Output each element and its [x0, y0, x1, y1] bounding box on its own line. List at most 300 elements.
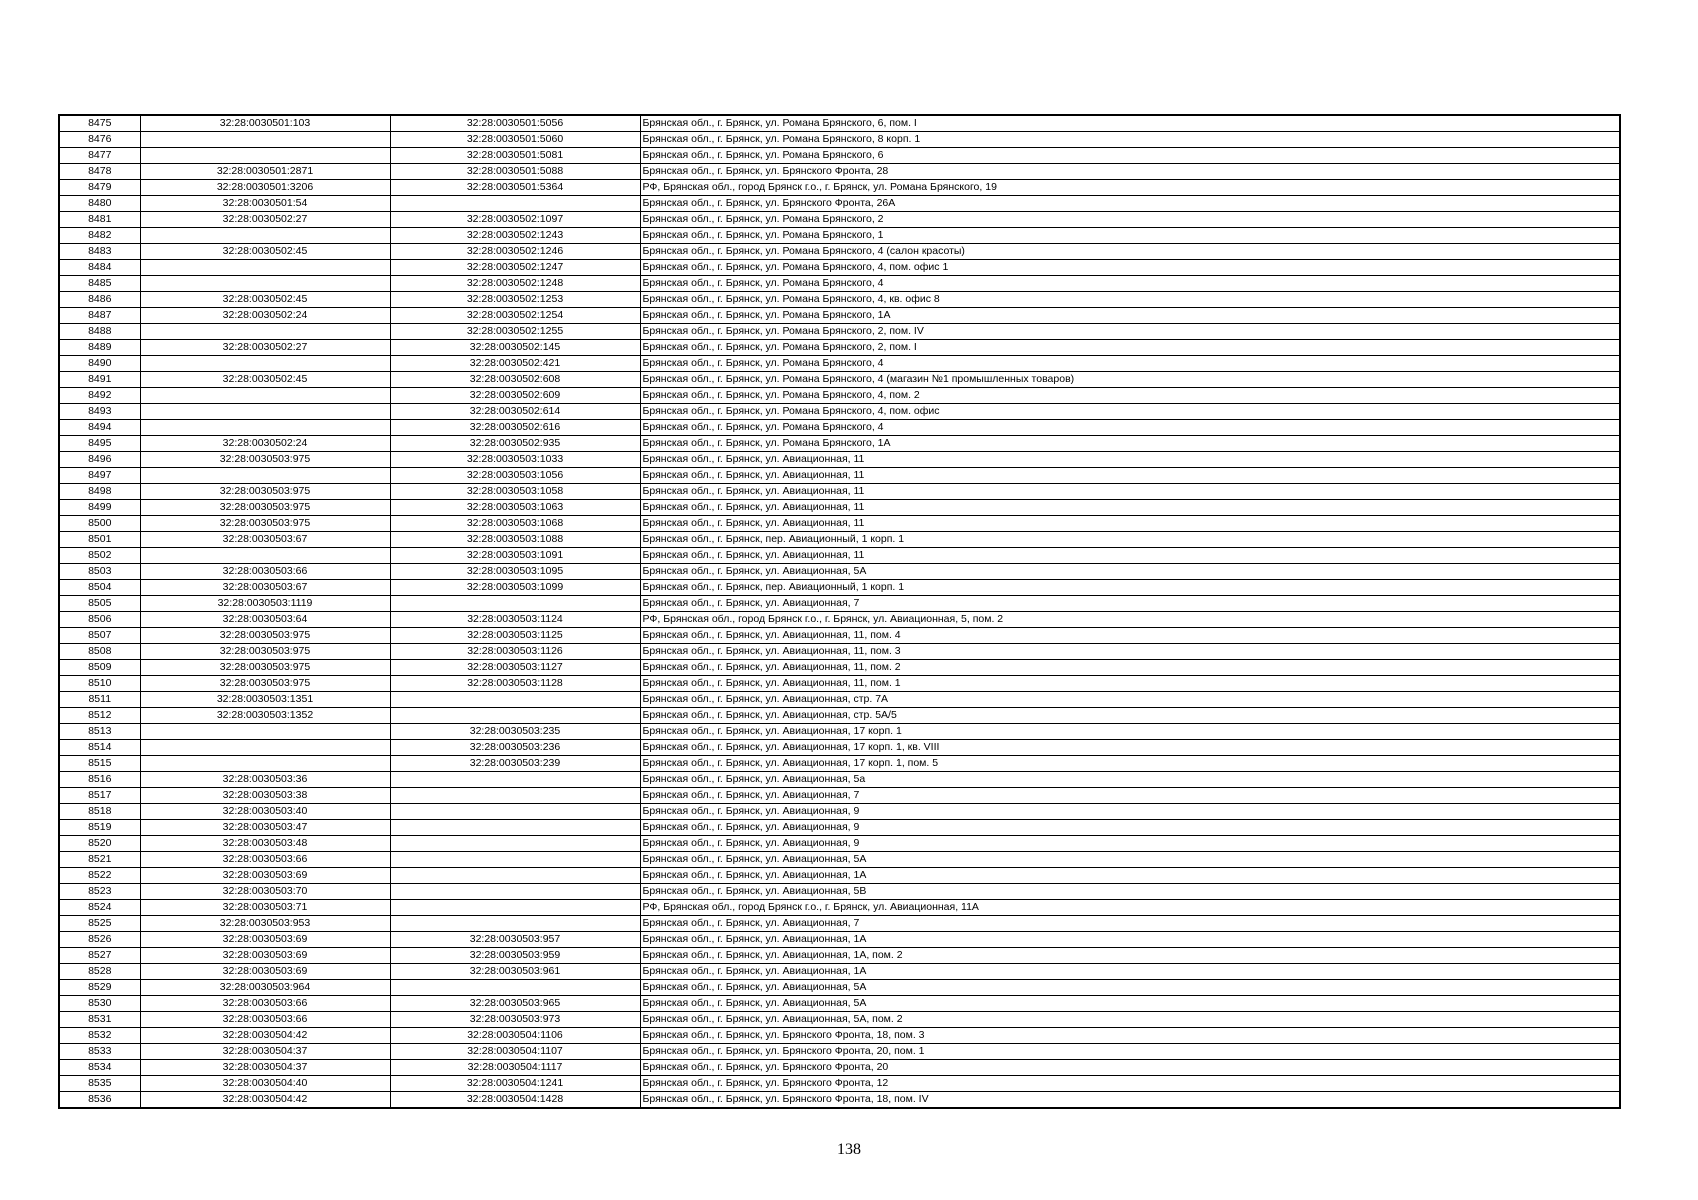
address-cell: Брянская обл., г. Брянск, ул. Романа Брянского, 8 корп. 1: [640, 132, 1620, 148]
row-number-cell: 8479: [59, 180, 140, 196]
object-cadastral-number-cell: 32:28:0030504:1117: [390, 1060, 640, 1076]
object-cadastral-number-cell: 32:28:0030503:1099: [390, 580, 640, 596]
address-cell: Брянская обл., г. Брянск, ул. Авиационная, 5а: [640, 772, 1620, 788]
row-number-cell: 8519: [59, 820, 140, 836]
parcel-cadastral-number-cell: 32:28:0030503:64: [140, 612, 390, 628]
table-row: [59, 516, 1620, 532]
parcel-cadastral-number-cell: 32:28:0030503:69: [140, 868, 390, 884]
parcel-cadastral-number-cell: [140, 132, 390, 148]
parcel-cadastral-number-cell: 32:28:0030502:24: [140, 308, 390, 324]
table-row: [59, 1076, 1620, 1092]
address-cell: Брянская обл., г. Брянск, ул. Авиационная, 5А, пом. 2: [640, 1012, 1620, 1028]
address-cell: Брянская обл., г. Брянск, ул. Романа Брянского, 4: [640, 276, 1620, 292]
row-number-cell: 8535: [59, 1076, 140, 1092]
table-row: [59, 324, 1620, 340]
table-row: [59, 916, 1620, 932]
parcel-cadastral-number-cell: 32:28:0030502:27: [140, 212, 390, 228]
address-cell: Брянская обл., г. Брянск, ул. Авиационная, 11, пом. 4: [640, 628, 1620, 644]
address-cell: Брянская обл., г. Брянск, ул. Авиационная, 11: [640, 468, 1620, 484]
address-cell: Брянская обл., г. Брянск, ул. Авиационная, 5А: [640, 564, 1620, 580]
table-row: [59, 676, 1620, 692]
object-cadastral-number-cell: 32:28:0030503:1125: [390, 628, 640, 644]
object-cadastral-number-cell: 32:28:0030502:609: [390, 388, 640, 404]
table-row: [59, 132, 1620, 148]
row-number-cell: 8487: [59, 308, 140, 324]
address-cell: Брянская обл., г. Брянск, ул. Авиационная, стр. 5А/5: [640, 708, 1620, 724]
object-cadastral-number-cell: 32:28:0030502:1253: [390, 292, 640, 308]
table-row: [59, 724, 1620, 740]
row-number-cell: 8518: [59, 804, 140, 820]
table-row: [59, 115, 1620, 132]
address-cell: Брянская обл., г. Брянск, ул. Авиационная, 7: [640, 596, 1620, 612]
object-cadastral-number-cell: 32:28:0030503:1095: [390, 564, 640, 580]
table-row: [59, 196, 1620, 212]
address-cell: Брянская обл., г. Брянск, ул. Авиационная, 11: [640, 500, 1620, 516]
address-cell: Брянская обл., г. Брянск, пер. Авиационный, 1 корп. 1: [640, 532, 1620, 548]
parcel-cadastral-number-cell: 32:28:0030503:1351: [140, 692, 390, 708]
table-row: [59, 820, 1620, 836]
address-cell: Брянская обл., г. Брянск, ул. Авиационная, 17 корп. 1: [640, 724, 1620, 740]
row-number-cell: 8520: [59, 836, 140, 852]
address-cell: Брянская обл., г. Брянск, ул. Романа Брянского, 4 (магазин №1 промышленных товаров): [640, 372, 1620, 388]
object-cadastral-number-cell: 32:28:0030501:5081: [390, 148, 640, 164]
address-cell: Брянская обл., г. Брянск, ул. Авиационная, 11, пом. 2: [640, 660, 1620, 676]
table-row: [59, 708, 1620, 724]
table-row: [59, 356, 1620, 372]
parcel-cadastral-number-cell: [140, 756, 390, 772]
table-row: [59, 740, 1620, 756]
object-cadastral-number-cell: 32:28:0030503:1126: [390, 644, 640, 660]
parcel-cadastral-number-cell: 32:28:0030503:66: [140, 996, 390, 1012]
table-row: [59, 244, 1620, 260]
row-number-cell: 8502: [59, 548, 140, 564]
table-row: [59, 164, 1620, 180]
object-cadastral-number-cell: 32:28:0030502:1254: [390, 308, 640, 324]
table-row: [59, 500, 1620, 516]
parcel-cadastral-number-cell: 32:28:0030503:975: [140, 660, 390, 676]
table-row: [59, 228, 1620, 244]
parcel-cadastral-number-cell: 32:28:0030503:975: [140, 644, 390, 660]
row-number-cell: 8498: [59, 484, 140, 500]
row-number-cell: 8496: [59, 452, 140, 468]
parcel-cadastral-number-cell: 32:28:0030503:69: [140, 948, 390, 964]
object-cadastral-number-cell: [390, 836, 640, 852]
parcel-cadastral-number-cell: 32:28:0030503:66: [140, 852, 390, 868]
table-row: [59, 404, 1620, 420]
row-number-cell: 8490: [59, 356, 140, 372]
table-row: [59, 772, 1620, 788]
table-row: [59, 308, 1620, 324]
table-row: [59, 660, 1620, 676]
address-cell: Брянская обл., г. Брянск, ул. Авиационная, 11: [640, 484, 1620, 500]
object-cadastral-number-cell: 32:28:0030502:421: [390, 356, 640, 372]
row-number-cell: 8522: [59, 868, 140, 884]
parcel-cadastral-number-cell: 32:28:0030503:36: [140, 772, 390, 788]
row-number-cell: 8536: [59, 1092, 140, 1109]
address-cell: Брянская обл., г. Брянск, ул. Авиационная, 9: [640, 804, 1620, 820]
object-cadastral-number-cell: 32:28:0030503:1058: [390, 484, 640, 500]
object-cadastral-number-cell: 32:28:0030502:1097: [390, 212, 640, 228]
row-number-cell: 8513: [59, 724, 140, 740]
row-number-cell: 8477: [59, 148, 140, 164]
parcel-cadastral-number-cell: 32:28:0030504:42: [140, 1028, 390, 1044]
row-number-cell: 8524: [59, 900, 140, 916]
parcel-cadastral-number-cell: 32:28:0030503:975: [140, 452, 390, 468]
row-number-cell: 8523: [59, 884, 140, 900]
address-cell: Брянская обл., г. Брянск, ул. Брянского Фронта, 20, пом. 1: [640, 1044, 1620, 1060]
table-row: [59, 964, 1620, 980]
address-cell: Брянская обл., г. Брянск, ул. Романа Брянского, 4 (салон красоты): [640, 244, 1620, 260]
address-cell: Брянская обл., г. Брянск, ул. Романа Брянского, 4: [640, 420, 1620, 436]
table-row: [59, 148, 1620, 164]
address-cell: РФ, Брянская обл., город Брянск г.о., г. Брянск, ул. Авиационная, 11А: [640, 900, 1620, 916]
object-cadastral-number-cell: 32:28:0030503:961: [390, 964, 640, 980]
row-number-cell: 8494: [59, 420, 140, 436]
parcel-cadastral-number-cell: 32:28:0030503:975: [140, 500, 390, 516]
parcel-cadastral-number-cell: [140, 548, 390, 564]
row-number-cell: 8525: [59, 916, 140, 932]
row-number-cell: 8512: [59, 708, 140, 724]
object-cadastral-number-cell: 32:28:0030501:5364: [390, 180, 640, 196]
object-cadastral-number-cell: 32:28:0030503:1056: [390, 468, 640, 484]
table-row: [59, 388, 1620, 404]
parcel-cadastral-number-cell: 32:28:0030503:975: [140, 628, 390, 644]
object-cadastral-number-cell: 32:28:0030503:1091: [390, 548, 640, 564]
table-row: [59, 852, 1620, 868]
object-cadastral-number-cell: 32:28:0030503:1063: [390, 500, 640, 516]
row-number-cell: 8499: [59, 500, 140, 516]
address-cell: Брянская обл., г. Брянск, ул. Авиационная, 7: [640, 916, 1620, 932]
parcel-cadastral-number-cell: [140, 276, 390, 292]
object-cadastral-number-cell: 32:28:0030502:1248: [390, 276, 640, 292]
parcel-cadastral-number-cell: 32:28:0030503:70: [140, 884, 390, 900]
row-number-cell: 8534: [59, 1060, 140, 1076]
parcel-cadastral-number-cell: 32:28:0030503:1119: [140, 596, 390, 612]
address-cell: Брянская обл., г. Брянск, ул. Романа Брянского, 1А: [640, 436, 1620, 452]
object-cadastral-number-cell: [390, 804, 640, 820]
parcel-cadastral-number-cell: 32:28:0030501:2871: [140, 164, 390, 180]
table-row: [59, 468, 1620, 484]
row-number-cell: 8516: [59, 772, 140, 788]
address-cell: Брянская обл., г. Брянск, ул. Брянского Фронта, 20: [640, 1060, 1620, 1076]
row-number-cell: 8492: [59, 388, 140, 404]
parcel-cadastral-number-cell: [140, 388, 390, 404]
address-cell: Брянская обл., г. Брянск, ул. Брянского Фронта, 26А: [640, 196, 1620, 212]
registry-table: [58, 114, 1621, 1109]
row-number-cell: 8530: [59, 996, 140, 1012]
object-cadastral-number-cell: 32:28:0030503:1128: [390, 676, 640, 692]
parcel-cadastral-number-cell: 32:28:0030503:953: [140, 916, 390, 932]
table-row: [59, 1012, 1620, 1028]
address-cell: Брянская обл., г. Брянск, ул. Романа Брянского, 2, пом. IV: [640, 324, 1620, 340]
table-row: [59, 420, 1620, 436]
row-number-cell: 8501: [59, 532, 140, 548]
parcel-cadastral-number-cell: 32:28:0030503:47: [140, 820, 390, 836]
address-cell: Брянская обл., г. Брянск, ул. Авиационная, 9: [640, 820, 1620, 836]
row-number-cell: 8504: [59, 580, 140, 596]
address-cell: Брянская обл., г. Брянск, ул. Авиационная, 5В: [640, 884, 1620, 900]
parcel-cadastral-number-cell: 32:28:0030504:42: [140, 1092, 390, 1109]
row-number-cell: 8495: [59, 436, 140, 452]
address-cell: Брянская обл., г. Брянск, ул. Авиационная, 5А: [640, 980, 1620, 996]
object-cadastral-number-cell: 32:28:0030503:965: [390, 996, 640, 1012]
address-cell: Брянская обл., г. Брянск, ул. Авиационная, 1А: [640, 964, 1620, 980]
address-cell: Брянская обл., г. Брянск, ул. Авиационная, 17 корп. 1, кв. VIII: [640, 740, 1620, 756]
row-number-cell: 8508: [59, 644, 140, 660]
object-cadastral-number-cell: 32:28:0030503:1124: [390, 612, 640, 628]
address-cell: Брянская обл., г. Брянск, ул. Авиационная, 11, пом. 3: [640, 644, 1620, 660]
table-row: [59, 340, 1620, 356]
object-cadastral-number-cell: 32:28:0030503:236: [390, 740, 640, 756]
object-cadastral-number-cell: 32:28:0030503:1068: [390, 516, 640, 532]
row-number-cell: 8500: [59, 516, 140, 532]
address-cell: Брянская обл., г. Брянск, ул. Авиационная, 1А: [640, 932, 1620, 948]
table-row: [59, 644, 1620, 660]
object-cadastral-number-cell: 32:28:0030503:1088: [390, 532, 640, 548]
object-cadastral-number-cell: 32:28:0030502:935: [390, 436, 640, 452]
object-cadastral-number-cell: [390, 788, 640, 804]
row-number-cell: 8533: [59, 1044, 140, 1060]
row-number-cell: 8485: [59, 276, 140, 292]
address-cell: Брянская обл., г. Брянск, ул. Романа Брянского, 4, пом. офис 1: [640, 260, 1620, 276]
object-cadastral-number-cell: 32:28:0030502:1246: [390, 244, 640, 260]
row-number-cell: 8527: [59, 948, 140, 964]
parcel-cadastral-number-cell: 32:28:0030503:67: [140, 532, 390, 548]
parcel-cadastral-number-cell: [140, 228, 390, 244]
address-cell: Брянская обл., г. Брянск, ул. Авиационная, 7: [640, 788, 1620, 804]
address-cell: РФ, Брянская обл., город Брянск г.о., г. Брянск, ул. Авиационная, 5, пом. 2: [640, 612, 1620, 628]
table-row: [59, 1060, 1620, 1076]
object-cadastral-number-cell: 32:28:0030504:1241: [390, 1076, 640, 1092]
address-cell: Брянская обл., г. Брянск, ул. Авиационная, 11: [640, 516, 1620, 532]
table-row: [59, 596, 1620, 612]
row-number-cell: 8517: [59, 788, 140, 804]
parcel-cadastral-number-cell: 32:28:0030504:37: [140, 1060, 390, 1076]
parcel-cadastral-number-cell: 32:28:0030503:975: [140, 516, 390, 532]
parcel-cadastral-number-cell: [140, 468, 390, 484]
object-cadastral-number-cell: [390, 820, 640, 836]
address-cell: Брянская обл., г. Брянск, ул. Авиационная, 17 корп. 1, пом. 5: [640, 756, 1620, 772]
object-cadastral-number-cell: 32:28:0030502:145: [390, 340, 640, 356]
table-row: [59, 900, 1620, 916]
table-row: [59, 580, 1620, 596]
address-cell: Брянская обл., г. Брянск, ул. Романа Брянского, 4: [640, 356, 1620, 372]
table-row: [59, 756, 1620, 772]
address-cell: Брянская обл., г. Брянск, ул. Романа Брянского, 4, кв. офис 8: [640, 292, 1620, 308]
address-cell: Брянская обл., г. Брянск, ул. Брянского Фронта, 28: [640, 164, 1620, 180]
table-row: [59, 372, 1620, 388]
row-number-cell: 8482: [59, 228, 140, 244]
parcel-cadastral-number-cell: 32:28:0030501:3206: [140, 180, 390, 196]
object-cadastral-number-cell: [390, 196, 640, 212]
table-row: [59, 804, 1620, 820]
object-cadastral-number-cell: 32:28:0030501:5088: [390, 164, 640, 180]
object-cadastral-number-cell: 32:28:0030502:608: [390, 372, 640, 388]
row-number-cell: 8532: [59, 1028, 140, 1044]
table-row: [59, 548, 1620, 564]
address-cell: Брянская обл., г. Брянск, ул. Романа Брянского, 2: [640, 212, 1620, 228]
address-cell: Брянская обл., г. Брянск, ул. Брянского Фронта, 18, пом. IV: [640, 1092, 1620, 1109]
parcel-cadastral-number-cell: 32:28:0030503:975: [140, 676, 390, 692]
row-number-cell: 8486: [59, 292, 140, 308]
row-number-cell: 8476: [59, 132, 140, 148]
object-cadastral-number-cell: 32:28:0030502:1247: [390, 260, 640, 276]
object-cadastral-number-cell: 32:28:0030503:959: [390, 948, 640, 964]
object-cadastral-number-cell: 32:28:0030504:1428: [390, 1092, 640, 1109]
row-number-cell: 8506: [59, 612, 140, 628]
row-number-cell: 8493: [59, 404, 140, 420]
parcel-cadastral-number-cell: 32:28:0030503:69: [140, 932, 390, 948]
parcel-cadastral-number-cell: 32:28:0030503:38: [140, 788, 390, 804]
parcel-cadastral-number-cell: 32:28:0030502:45: [140, 292, 390, 308]
row-number-cell: 8505: [59, 596, 140, 612]
object-cadastral-number-cell: 32:28:0030501:5056: [390, 115, 640, 132]
parcel-cadastral-number-cell: 32:28:0030503:67: [140, 580, 390, 596]
table-row: [59, 292, 1620, 308]
object-cadastral-number-cell: 32:28:0030502:1243: [390, 228, 640, 244]
row-number-cell: 8529: [59, 980, 140, 996]
table-row: [59, 452, 1620, 468]
address-cell: Брянская обл., г. Брянск, ул. Брянского Фронта, 18, пом. 3: [640, 1028, 1620, 1044]
object-cadastral-number-cell: 32:28:0030502:1255: [390, 324, 640, 340]
row-number-cell: 8480: [59, 196, 140, 212]
row-number-cell: 8511: [59, 692, 140, 708]
row-number-cell: 8510: [59, 676, 140, 692]
row-number-cell: 8531: [59, 1012, 140, 1028]
parcel-cadastral-number-cell: 32:28:0030501:103: [140, 115, 390, 132]
table-row: [59, 532, 1620, 548]
table-row: [59, 484, 1620, 500]
parcel-cadastral-number-cell: 32:28:0030503:66: [140, 564, 390, 580]
parcel-cadastral-number-cell: 32:28:0030503:71: [140, 900, 390, 916]
object-cadastral-number-cell: 32:28:0030503:973: [390, 1012, 640, 1028]
row-number-cell: 8509: [59, 660, 140, 676]
address-cell: Брянская обл., г. Брянск, ул. Авиационная, 1А, пом. 2: [640, 948, 1620, 964]
row-number-cell: 8514: [59, 740, 140, 756]
address-cell: Брянская обл., г. Брянск, ул. Авиационная, стр. 7А: [640, 692, 1620, 708]
table-row: [59, 692, 1620, 708]
registry-table-body: [59, 115, 1620, 1108]
table-row: [59, 180, 1620, 196]
table-row: [59, 276, 1620, 292]
row-number-cell: 8497: [59, 468, 140, 484]
object-cadastral-number-cell: 32:28:0030503:1127: [390, 660, 640, 676]
parcel-cadastral-number-cell: 32:28:0030503:66: [140, 1012, 390, 1028]
parcel-cadastral-number-cell: [140, 404, 390, 420]
object-cadastral-number-cell: [390, 884, 640, 900]
table-row: [59, 1028, 1620, 1044]
object-cadastral-number-cell: [390, 868, 640, 884]
table-row: [59, 1092, 1620, 1109]
table-row: [59, 788, 1620, 804]
object-cadastral-number-cell: 32:28:0030502:616: [390, 420, 640, 436]
table-row: [59, 564, 1620, 580]
row-number-cell: 8475: [59, 115, 140, 132]
parcel-cadastral-number-cell: 32:28:0030502:45: [140, 372, 390, 388]
object-cadastral-number-cell: 32:28:0030501:5060: [390, 132, 640, 148]
table-row: [59, 836, 1620, 852]
address-cell: Брянская обл., г. Брянск, ул. Романа Брянского, 1А: [640, 308, 1620, 324]
table-row: [59, 996, 1620, 1012]
table-row: [59, 628, 1620, 644]
address-cell: РФ, Брянская обл., город Брянск г.о., г. Брянск, ул. Романа Брянского, 19: [640, 180, 1620, 196]
object-cadastral-number-cell: [390, 708, 640, 724]
parcel-cadastral-number-cell: 32:28:0030503:975: [140, 484, 390, 500]
row-number-cell: 8488: [59, 324, 140, 340]
row-number-cell: 8478: [59, 164, 140, 180]
row-number-cell: 8528: [59, 964, 140, 980]
object-cadastral-number-cell: 32:28:0030502:614: [390, 404, 640, 420]
address-cell: Брянская обл., г. Брянск, пер. Авиационный, 1 корп. 1: [640, 580, 1620, 596]
table-row: [59, 932, 1620, 948]
object-cadastral-number-cell: 32:28:0030503:235: [390, 724, 640, 740]
address-cell: Брянская обл., г. Брянск, ул. Авиационная, 11: [640, 548, 1620, 564]
address-cell: Брянская обл., г. Брянск, ул. Романа Брянского, 4, пом. 2: [640, 388, 1620, 404]
table-row: [59, 884, 1620, 900]
address-cell: Брянская обл., г. Брянск, ул. Авиационная, 5А: [640, 996, 1620, 1012]
row-number-cell: 8503: [59, 564, 140, 580]
row-number-cell: 8521: [59, 852, 140, 868]
table-row: [59, 612, 1620, 628]
parcel-cadastral-number-cell: 32:28:0030504:40: [140, 1076, 390, 1092]
row-number-cell: 8491: [59, 372, 140, 388]
address-cell: Брянская обл., г. Брянск, ул. Брянского Фронта, 12: [640, 1076, 1620, 1092]
parcel-cadastral-number-cell: 32:28:0030503:48: [140, 836, 390, 852]
object-cadastral-number-cell: 32:28:0030503:239: [390, 756, 640, 772]
parcel-cadastral-number-cell: 32:28:0030502:24: [140, 436, 390, 452]
table-row: [59, 980, 1620, 996]
object-cadastral-number-cell: [390, 980, 640, 996]
parcel-cadastral-number-cell: 32:28:0030501:54: [140, 196, 390, 212]
address-cell: Брянская обл., г. Брянск, ул. Авиационная, 9: [640, 836, 1620, 852]
parcel-cadastral-number-cell: [140, 740, 390, 756]
parcel-cadastral-number-cell: 32:28:0030504:37: [140, 1044, 390, 1060]
row-number-cell: 8515: [59, 756, 140, 772]
object-cadastral-number-cell: 32:28:0030503:957: [390, 932, 640, 948]
parcel-cadastral-number-cell: [140, 260, 390, 276]
row-number-cell: 8484: [59, 260, 140, 276]
row-number-cell: 8507: [59, 628, 140, 644]
table-row: [59, 260, 1620, 276]
table-row: [59, 948, 1620, 964]
row-number-cell: 8483: [59, 244, 140, 260]
object-cadastral-number-cell: [390, 852, 640, 868]
parcel-cadastral-number-cell: [140, 324, 390, 340]
object-cadastral-number-cell: 32:28:0030503:1033: [390, 452, 640, 468]
parcel-cadastral-number-cell: 32:28:0030503:1352: [140, 708, 390, 724]
table-row: [59, 436, 1620, 452]
object-cadastral-number-cell: [390, 772, 640, 788]
table-row: [59, 868, 1620, 884]
address-cell: Брянская обл., г. Брянск, ул. Авиационная, 1А: [640, 868, 1620, 884]
object-cadastral-number-cell: 32:28:0030504:1106: [390, 1028, 640, 1044]
address-cell: Брянская обл., г. Брянск, ул. Романа Брянского, 6, пом. I: [640, 115, 1620, 132]
parcel-cadastral-number-cell: 32:28:0030502:27: [140, 340, 390, 356]
address-cell: Брянская обл., г. Брянск, ул. Романа Брянского, 4, пом. офис: [640, 404, 1620, 420]
parcel-cadastral-number-cell: [140, 420, 390, 436]
row-number-cell: 8526: [59, 932, 140, 948]
parcel-cadastral-number-cell: 32:28:0030502:45: [140, 244, 390, 260]
address-cell: Брянская обл., г. Брянск, ул. Авиационная, 5А: [640, 852, 1620, 868]
parcel-cadastral-number-cell: [140, 724, 390, 740]
table-row: [59, 212, 1620, 228]
parcel-cadastral-number-cell: [140, 356, 390, 372]
table-row: [59, 1044, 1620, 1060]
page-number: 138: [837, 1141, 861, 1158]
object-cadastral-number-cell: 32:28:0030504:1107: [390, 1044, 640, 1060]
object-cadastral-number-cell: [390, 916, 640, 932]
row-number-cell: 8481: [59, 212, 140, 228]
